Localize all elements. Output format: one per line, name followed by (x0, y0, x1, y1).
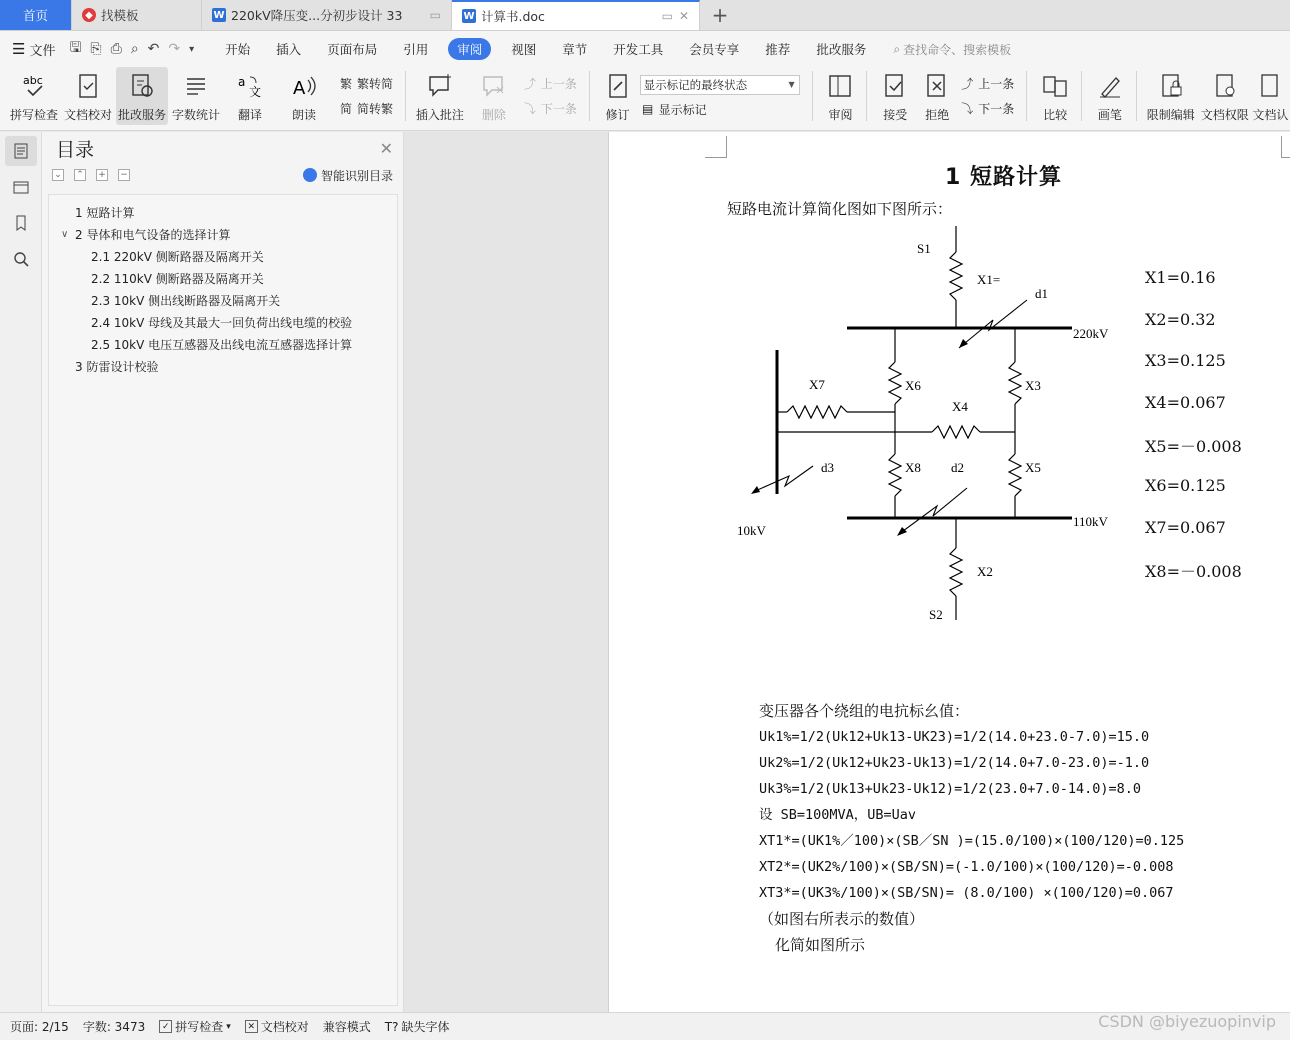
label-d1: d1 (1035, 286, 1048, 301)
quick-access (69, 37, 194, 61)
svg-text:a: a (238, 75, 246, 89)
toc-item-label: 2.1 220kV 侧断路器及隔离开关 (91, 249, 264, 264)
label-x7: X7 (809, 377, 825, 392)
checkbox-icon: ✓ (159, 1020, 172, 1033)
tab-screen-icon[interactable]: ▭ (661, 9, 673, 23)
next-change-label: 下一条 (978, 102, 1015, 116)
prev-comment-icon: ⤴ (523, 77, 536, 91)
reactance-value: X3=0.125 (1145, 351, 1226, 371)
font-missing-icon: T? (384, 1019, 399, 1034)
label-bus110: 110kV (1073, 514, 1108, 529)
track-changes-label: 修订 (605, 108, 630, 122)
track-changes-icon (603, 71, 633, 101)
menu-layout[interactable]: 页面布局 (327, 42, 378, 57)
compare-icon (1040, 71, 1070, 101)
expand-all-icon[interactable]: ⌄ (52, 169, 64, 181)
markup-state-select[interactable] (640, 75, 800, 95)
proofread-button[interactable] (62, 67, 114, 125)
preview-icon[interactable]: ⌕ (130, 41, 139, 57)
remove-level-icon[interactable]: − (118, 169, 130, 181)
change-nav-group (959, 67, 1014, 125)
toc-item-label: 2.5 10kV 电压互感器及出线电流互感器选择计算 (91, 337, 353, 352)
toc-item-label: 2.2 110kV 侧断路器及隔离开关 (91, 271, 264, 286)
track-changes-button[interactable] (598, 67, 638, 125)
review-pane-button[interactable] (820, 67, 860, 125)
ink-label: 画笔 (1097, 108, 1122, 122)
ribbon-review (0, 67, 1290, 131)
next-comment-icon: ⤵ (523, 102, 536, 116)
delete-comment-button[interactable] (468, 67, 520, 125)
ribbon-divider (1026, 71, 1027, 121)
spell-check-label: 拼写检查 (10, 108, 59, 122)
prev-change-label: 上一条 (978, 77, 1015, 91)
next-comment-button[interactable] (522, 100, 577, 117)
translate-icon (235, 71, 265, 101)
toc-title: 目录 (56, 138, 95, 161)
read-aloud-label: 朗读 (291, 108, 316, 122)
comment-delete-icon (479, 71, 509, 101)
toc-item[interactable] (49, 333, 397, 355)
read-aloud-button[interactable] (278, 67, 330, 125)
tab-calc-doc-label: 计算书.doc (481, 9, 545, 24)
calculation-block (759, 698, 1184, 958)
search-icon: ⌕ (893, 41, 901, 56)
label-s1: S1 (917, 241, 931, 256)
menu-start[interactable]: 开始 (225, 42, 251, 57)
hamburger-icon: ☰ (12, 40, 26, 58)
doc-more-button[interactable] (1253, 67, 1288, 125)
resistor-x6 (889, 362, 901, 404)
tab-templates-label: 找模板 (101, 8, 139, 23)
missing-font[interactable] (385, 1018, 450, 1035)
label-x6: X6 (905, 378, 921, 393)
markup-group (640, 67, 800, 125)
ribbon-divider (1136, 71, 1137, 121)
word-doc-icon: W (213, 9, 225, 21)
ribbon-divider (405, 71, 406, 121)
chevron-down-icon: ▼ (788, 80, 795, 89)
reactance-value: X2=0.32 (1145, 309, 1216, 329)
trad-to-simp-button[interactable] (338, 75, 393, 92)
file-menu[interactable] (12, 40, 55, 59)
fault-arrow-d2 (899, 488, 967, 534)
crop-mark (1281, 136, 1290, 158)
menu-member[interactable]: 会员专享 (689, 42, 740, 57)
chevron-down-icon[interactable]: ▾ (189, 43, 195, 55)
spell-check-icon (19, 71, 49, 101)
status-spell-check[interactable] (159, 1018, 231, 1035)
tab-design-doc-label: 220kV降压变...分初步设计 33 (231, 8, 403, 23)
redo-icon[interactable]: ↷ (168, 41, 181, 57)
label-d3: d3 (821, 460, 834, 475)
prev-change-button[interactable] (959, 75, 1014, 92)
file-menu-label: 文件 (29, 43, 56, 59)
tab-close-icon[interactable]: ✕ (678, 9, 689, 23)
label-x2: X2 (977, 564, 993, 579)
command-search-label: 查找命令、搜索模板 (903, 42, 1012, 57)
resistor-x3 (1009, 362, 1021, 404)
menu-bar (0, 31, 1290, 67)
comment-add-icon (425, 71, 455, 101)
resistor-x8 (889, 454, 901, 496)
ribbon-divider (589, 71, 590, 121)
simp-to-trad-label: 简转繁 (357, 102, 394, 116)
compare-label: 比较 (1043, 108, 1068, 122)
left-rail (0, 132, 42, 1012)
reject-button[interactable] (917, 67, 957, 125)
add-level-icon[interactable]: + (96, 169, 108, 181)
resistor-x2 (950, 548, 962, 596)
spell-check-button[interactable] (8, 67, 60, 125)
reactance-value: X7=0.067 (1145, 517, 1226, 537)
tab-calc-doc[interactable] (452, 0, 700, 30)
fault-arrow-d3 (753, 466, 813, 492)
toc-tool-group (52, 169, 130, 181)
show-markup-button[interactable] (640, 101, 800, 118)
trad-to-simp-label: 繁转简 (357, 77, 394, 91)
command-search[interactable] (893, 41, 1011, 58)
accept-icon (880, 71, 910, 101)
simp-to-trad-button[interactable] (338, 100, 393, 117)
doc-rights-label: 文档权限 (1200, 108, 1249, 122)
resistor-x5 (1009, 454, 1021, 496)
toc-item[interactable] (49, 223, 397, 245)
reject-icon (922, 71, 952, 101)
circuit-diagram (727, 222, 1127, 622)
toc-item-label: 2 导体和电气设备的选择计算 (75, 227, 231, 242)
simp-icon: 简 (339, 102, 352, 116)
next-change-icon: ⤵ (961, 102, 974, 116)
fault-arrow-d1 (959, 300, 1027, 348)
watermark: CSDN @biyezuopinvip (1098, 1012, 1276, 1031)
pen-icon (1095, 71, 1125, 101)
calc-line: （如图右所表示的数值） (759, 910, 925, 928)
menu-devtools[interactable]: 开发工具 (613, 42, 664, 57)
label-d2: d2 (951, 460, 964, 475)
toc-item-label: 2.3 10kV 侧出线断路器及隔离开关 (91, 293, 281, 308)
menu-chapter[interactable]: 章节 (562, 42, 588, 57)
toc-panel (42, 132, 404, 1012)
menu-insert[interactable]: 插入 (276, 42, 302, 57)
word-count-label: 字数统计 (172, 108, 221, 122)
smart-toc-icon (303, 168, 317, 182)
smart-toc-button[interactable] (303, 167, 393, 184)
resistor-x1 (950, 252, 962, 300)
toc-item-label: 2.4 10kV 母线及其最大一回负荷出线电缆的校验 (91, 315, 353, 330)
ribbon-divider (812, 71, 813, 121)
review-pane-icon (825, 71, 855, 101)
tab-bar (0, 0, 1290, 31)
compare-button[interactable] (1035, 67, 1075, 125)
tab-screen-icon[interactable]: ▭ (429, 8, 441, 22)
toc-item[interactable] (49, 201, 397, 223)
menu-references[interactable]: 引用 (403, 42, 429, 57)
ribbon-divider (866, 71, 867, 121)
tab-templates[interactable] (72, 0, 202, 30)
smart-toc-label: 智能识别目录 (320, 168, 393, 183)
word-doc-icon: W (463, 10, 475, 22)
prev-comment-button[interactable] (522, 75, 577, 92)
restrict-edit-label: 限制编辑 (1146, 108, 1195, 122)
resistor-x4 (932, 426, 980, 438)
tab-home[interactable] (0, 0, 72, 30)
menu-recommend[interactable]: 推荐 (765, 42, 791, 57)
toc-toolbar (42, 164, 403, 186)
review-pane-label: 审阅 (828, 108, 853, 122)
toc-item[interactable] (49, 289, 397, 311)
svg-text:A: A (293, 78, 306, 99)
calc-line: 变压器各个绕组的电抗标幺值： (759, 702, 970, 720)
missing-font-label: 缺失字体 (401, 1020, 450, 1034)
toc-list (48, 194, 398, 1006)
proofread-small-icon: ✕ (245, 1020, 258, 1033)
compat-mode[interactable]: 兼容模式 (322, 1020, 371, 1034)
doc-more-label: 文档认 (1252, 108, 1289, 122)
reactance-value: X4=0.067 (1145, 392, 1226, 412)
status-spell-label: 拼写检查 (175, 1020, 224, 1034)
label-x1: X1= (977, 272, 1001, 287)
markup-state-value: 显示标记的最终状态 (643, 77, 748, 92)
markup-icon: ▤ (641, 102, 654, 116)
word-count-icon (181, 71, 211, 101)
comment-nav-group (522, 67, 577, 125)
navigation-icon[interactable] (5, 172, 37, 202)
reactance-values (1145, 268, 1242, 601)
menu-view[interactable]: 视图 (511, 42, 537, 57)
tab-design-doc[interactable] (202, 0, 452, 30)
status-bar (0, 1012, 1290, 1040)
ribbon-divider (1081, 71, 1082, 121)
prev-change-icon: ⤴ (961, 77, 974, 91)
export-icon[interactable]: ⎘ (90, 41, 102, 57)
crop-mark (705, 136, 727, 158)
proofread-label: 文档校对 (64, 108, 113, 122)
chevron-down-icon: ▾ (226, 1021, 231, 1032)
close-icon[interactable]: ✕ (379, 138, 393, 158)
accept-button[interactable] (875, 67, 915, 125)
toc-header (42, 132, 403, 164)
doc-more-icon (1255, 71, 1285, 101)
proofread-icon (73, 71, 103, 101)
review-service-label: 批改服务 (118, 108, 167, 122)
calc-line: 设 SB=100MVA，UB=Uav (759, 807, 917, 823)
label-x4: X4 (952, 399, 968, 414)
reject-label: 拒绝 (925, 108, 950, 122)
reactance-value: X1=0.16 (1145, 268, 1216, 287)
trad-icon: 繁 (339, 77, 352, 91)
template-logo-icon: ◆ (82, 8, 96, 22)
reactance-value: X6=0.125 (1145, 475, 1226, 495)
calc-line: Uk1%=1/2(Uk12+Uk13-UK23)=1/2(14.0+23.0-7.0)=15.0 (759, 729, 1150, 745)
reactance-value: X5=－0.008 (1145, 437, 1242, 457)
translate-label: 翻译 (237, 108, 262, 122)
collapse-all-icon[interactable]: ⌃ (74, 169, 86, 181)
insert-comment-button[interactable] (414, 67, 466, 125)
undo-icon[interactable]: ↶ (147, 41, 160, 57)
section-heading: 1 短路计算 (945, 165, 1062, 190)
search-icon[interactable] (5, 244, 37, 274)
word-count-indicator[interactable]: 字数: 3473 (82, 1020, 146, 1034)
translate-button[interactable] (224, 67, 276, 125)
intro-paragraph: 短路电流计算简化图如下图所示： (727, 200, 953, 218)
review-service-icon (127, 71, 157, 101)
toc-item-label: 3 防雷设计校验 (75, 359, 159, 374)
ink-button[interactable] (1090, 67, 1130, 125)
save-icon[interactable]: 🖫 (69, 40, 82, 56)
calc-line: 化简如图所示 (775, 936, 866, 954)
delete-comment-label: 删除 (481, 108, 506, 122)
toc-item[interactable] (49, 355, 397, 377)
label-x8: X8 (905, 460, 921, 475)
calc-line: XT2*=(UK2%/100)×(SB/SN)=(-1.0/100)×(100/120)=-0.008 (759, 859, 1174, 875)
toc-panel-icon[interactable] (5, 136, 37, 166)
prev-comment-label: 上一条 (540, 77, 577, 91)
calc-line: XT3*=(UK3%/100)×(SB/SN)= (8.0/100) ×(100/120)=0.067 (759, 885, 1174, 901)
toc-item[interactable] (49, 245, 397, 267)
show-markup-label: 显示标记 (658, 102, 707, 117)
menu-review-service[interactable]: 批改服务 (816, 42, 867, 57)
toc-item[interactable] (49, 267, 397, 289)
new-tab-icon[interactable]: + (711, 3, 729, 27)
label-s2: S2 (929, 607, 943, 622)
status-proofread[interactable] (245, 1018, 309, 1035)
review-service-button[interactable] (116, 67, 168, 125)
calc-line: Uk2%=1/2(Uk12+Uk23-Uk13)=1/2(14.0+7.0-23.0)=-1.0 (759, 755, 1150, 771)
svg-text:abc: abc (23, 74, 43, 87)
tab-home-label: 首页 (22, 8, 48, 23)
label-x3: X3 (1025, 378, 1041, 393)
restrict-edit-button[interactable] (1145, 67, 1197, 125)
lock-doc-icon (1156, 71, 1186, 101)
bookmark-icon[interactable] (5, 208, 37, 238)
resistor-x7 (787, 406, 847, 418)
doc-rights-icon (1210, 71, 1240, 101)
insert-comment-label: 插入批注 (415, 108, 464, 122)
next-change-button[interactable] (959, 100, 1014, 117)
label-bus220: 220kV (1073, 326, 1109, 341)
print-icon[interactable]: ⎙ (110, 41, 122, 57)
accept-label: 接受 (883, 108, 908, 122)
calc-line: XT1*=(UK1%／100)×(SB／SN )=(15.0/100)×(100/120)=0.125 (759, 833, 1185, 849)
toc-item-label: 1 短路计算 (75, 205, 135, 220)
toc-item[interactable] (49, 311, 397, 333)
status-proof-label: 文档校对 (260, 1020, 309, 1034)
calc-line: Uk3%=1/2(Uk13+Uk23-Uk12)=1/2(23.0+7.0-14.0)=8.0 (759, 781, 1142, 797)
trad-simp-group (338, 67, 393, 125)
next-comment-label: 下一条 (540, 102, 577, 116)
label-x5: X5 (1025, 460, 1041, 475)
chevron-down-icon[interactable]: ∨ (61, 228, 69, 240)
word-count-button[interactable] (170, 67, 222, 125)
read-aloud-icon (289, 71, 319, 101)
page-indicator[interactable]: 页面: 2/15 (10, 1020, 69, 1034)
reactance-value: X8=－0.008 (1145, 562, 1242, 582)
doc-rights-button[interactable] (1199, 67, 1251, 125)
svg-text:文: 文 (249, 85, 262, 99)
document-page[interactable] (608, 132, 1290, 1012)
label-bus10: 10kV (737, 523, 766, 538)
menu-review[interactable]: 审阅 (448, 38, 491, 60)
